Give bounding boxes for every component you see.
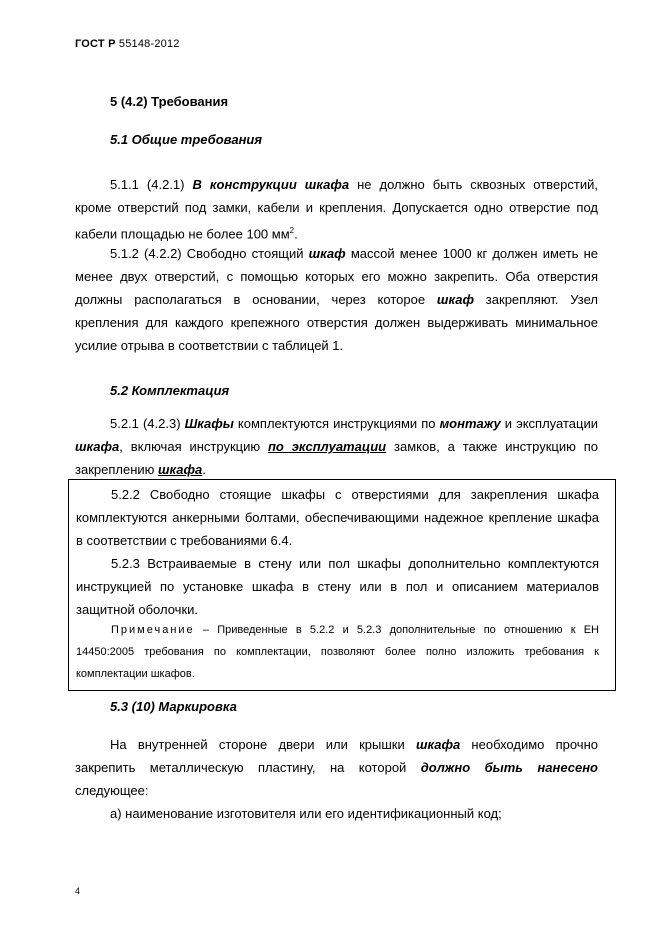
list-item-a: а) наименование изготовителя или его идентификационный код; bbox=[110, 806, 502, 821]
section-5-title: 5 (4.2) Требования bbox=[110, 94, 229, 109]
standard-prefix: ГОСТ Р bbox=[75, 38, 116, 50]
standard-number: 55148-2012 bbox=[118, 38, 180, 50]
paragraph-5-1-2: 5.1.2 (4.2.2) Свободно стоящий шкаф массой менее 1000 кг должен иметь не менее двух отверстий, с помощью которых его можно закрепить. Оба отверстия должны располагаться в основании, через которое шкаф закрепляют. Узел крепления для каждого крепежного отверстия должен выдерживать минимальное усилие отрыва в соответствии с таблицей 1. bbox=[75, 246, 598, 353]
paragraph-5-2-3: 5.2.3 Встраиваемые в стену или пол шкафы дополнительно комплектуются инструкцией по установке шкафа в стену или в пол и описанием материалов защитной оболочки. bbox=[76, 556, 599, 617]
note-paragraph bbox=[76, 619, 599, 685]
note-label: Примечание bbox=[111, 624, 195, 636]
page-header bbox=[75, 38, 180, 50]
framed-addition-block bbox=[68, 479, 616, 691]
page-number: 4 bbox=[75, 886, 81, 896]
paragraph-5-3-intro: На внутренней стороне двери или крышки шкафа необходимо прочно закрепить металлическую пластину, на которой должно быть нанесено следующее: bbox=[75, 737, 598, 798]
section-5-2-title: 5.2 Комплектация bbox=[110, 383, 230, 398]
note-text: – Приведенные в 5.2.2 и 5.2.3 дополнительные по отношению к ЕН 14450:2005 требования по комплектации, позволяют более полно изложить требования к комплектации шкафов. bbox=[76, 624, 599, 680]
section-5-3-title: 5.3 (10) Маркировка bbox=[110, 699, 237, 714]
paragraph-5-1-1: 5.1.1 (4.2.1) В конструкции шкафа не должно быть сквозных отверстий, кроме отверстий под замки, кабели и крепления. Допускается одно отверстие под кабели площадью не более 100 $мм^2$. bbox=[75, 177, 598, 242]
paragraph-5-2-2: 5.2.2 Свободно стоящие шкафы с отверстиями для закрепления шкафа комплектуются анкерными болтами, обеспечивающими надежное крепление шкафа в соответствии с требованиями 6.4. bbox=[76, 487, 599, 548]
paragraph-5-2-1: 5.2.1 (4.2.3) Шкафы комплектуются инструкциями по монтажу и эксплуатации шкафа, включая инструкцию по эксплуатации замков, а также инструкцию по закреплению шкафа. bbox=[75, 416, 598, 477]
section-5-1-title: 5.1 Общие требования bbox=[110, 132, 263, 147]
